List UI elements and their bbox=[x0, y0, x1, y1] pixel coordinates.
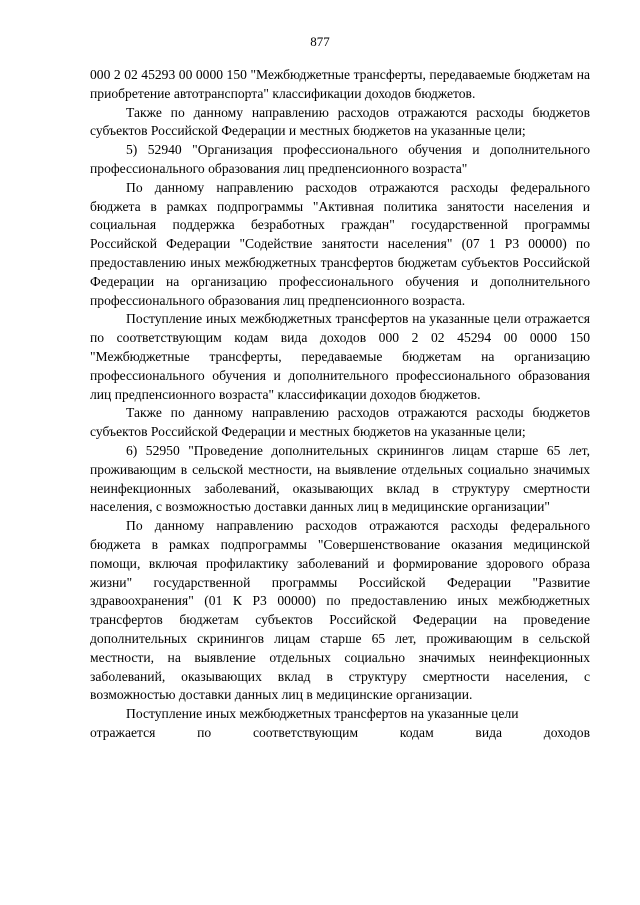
word: вида bbox=[475, 724, 503, 740]
paragraph-income-code-45294: Поступление иных межбюджетных трансфертов на указанные цели отражается по соответствующим кодам вида доходов 000 2 02 45294 00 0000 150 "Межбюджетные трансферты, передаваемые бюджетам на организацию профессионального обучения и дополнительного профессионального образования лиц предпенсионного возраста" классификации доходов бюджетов. bbox=[90, 311, 590, 402]
text-line bbox=[90, 705, 590, 724]
text-line-spread bbox=[90, 724, 590, 743]
word: кодам bbox=[399, 724, 434, 740]
word: соответствующим bbox=[252, 724, 359, 740]
paragraph-income-transfers-continued bbox=[90, 705, 590, 743]
paragraph-federal-expenses-52950: По данному направлению расходов отражаются расходы федерального бюджета в рамках подпрограммы "Совершенствование оказания медицинской помощи, включая профилактику заболеваний и формирование здорового образа жизни" государственной программы Российской Федерации "Развитие здравоохранения" (01 К Р3 00000) по предоставлению иных межбюджетных трансфертов бюджетам субъектов Российской Федерации на проведение дополнительных скринингов лицам старше 65 лет, проживающим в сельской местности, на выявление отдельных социально значимых неинфекционных заболеваний, оказывающих вклад в структуру смертности населения, с возможностью доставки данных лиц в медицинские организации. bbox=[90, 518, 590, 703]
page-number: 877 bbox=[310, 34, 330, 49]
word: доходов bbox=[543, 724, 590, 740]
paragraph-item-5-52940: 5) 52940 "Организация профессионального обучения и дополнительного профессионального образования лиц предпенсионного возраста" bbox=[90, 142, 590, 176]
word: отражается bbox=[90, 724, 156, 740]
paragraph-item-6-52950: 6) 52950 "Проведение дополнительных скринингов лицам старше 65 лет, проживающим в сельской местности, на выявление отдельных социально значимых неинфекционных заболеваний, оказывающих вклад в структуру смертности населения, с возможностью доставки данных лиц в медицинские организации" bbox=[90, 442, 590, 515]
word: по bbox=[197, 724, 212, 740]
paragraph-federal-expenses-52940: По данному направлению расходов отражаются расходы федерального бюджета в рамках подпрограммы "Активная политика занятости населения и социальная поддержка безработных граждан" государственной программы Российской Федерации "Содействие занятости населения" (07 1 Р3 00000) по предоставлению иных межбюджетных трансфертов бюджетам субъектов Российской Федерации на организацию профессионального обучения и дополнительного профессионального образования лиц предпенсионного возраста. bbox=[90, 179, 590, 308]
document-body bbox=[90, 66, 590, 743]
paragraph-income-code-45293: 000 2 02 45293 00 0000 150 "Межбюджетные трансферты, передаваемые бюджетам на приобретение автотранспорта" классификации доходов бюджетов. bbox=[90, 67, 590, 101]
text-line-content: Поступление иных межбюджетных трансфертов на указанные цели bbox=[126, 706, 519, 722]
paragraph-regional-budgets-note-1: Также по данному направлению расходов отражаются расходы бюджетов субъектов Российской Федерации и местных бюджетов на указанные цели; bbox=[90, 104, 590, 139]
paragraph-regional-budgets-note-2: Также по данному направлению расходов отражаются расходы бюджетов субъектов Российской Федерации и местных бюджетов на указанные цели; bbox=[90, 405, 590, 440]
